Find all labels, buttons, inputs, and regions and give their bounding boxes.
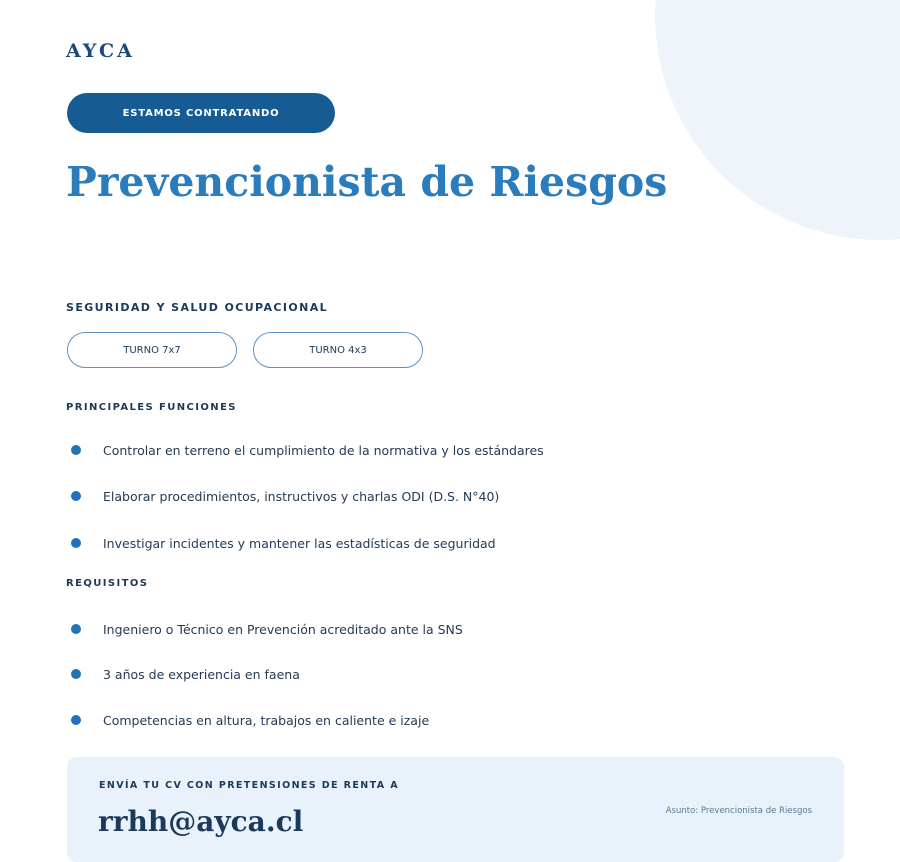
shift-pill-4x3: TURNO 4x3 bbox=[253, 332, 423, 368]
list-item bbox=[71, 619, 463, 639]
requirement-text: 3 años de experiencia en faena bbox=[103, 666, 300, 682]
decorative-circle bbox=[655, 0, 900, 240]
shift-pill-7x7: TURNO 7x7 bbox=[67, 332, 237, 368]
bullet-icon bbox=[71, 445, 81, 455]
requirement-text: Ingeniero o Técnico en Prevención acreditado ante la SNS bbox=[103, 621, 463, 637]
job-title: Prevencionista de Riesgos bbox=[66, 158, 668, 206]
list-item bbox=[71, 664, 300, 684]
list-item bbox=[71, 486, 499, 506]
brand-logo: AYCA bbox=[66, 40, 135, 62]
list-item bbox=[71, 710, 429, 730]
functions-heading: PRINCIPALES FUNCIONES bbox=[66, 402, 237, 413]
function-text: Investigar incidentes y mantener las estadísticas de seguridad bbox=[103, 535, 496, 551]
bullet-icon bbox=[71, 715, 81, 725]
requirement-text: Competencias en altura, trabajos en caliente e izaje bbox=[103, 712, 430, 728]
list-item bbox=[71, 533, 496, 553]
function-text: Controlar en terreno el cumplimiento de la normativa y los estándares bbox=[103, 442, 544, 458]
area-label: SEGURIDAD Y SALUD OCUPACIONAL bbox=[66, 301, 329, 314]
apply-subject: Asunto: Prevencionista de Riesgos bbox=[665, 806, 812, 816]
list-item bbox=[71, 440, 544, 460]
bullet-icon bbox=[71, 538, 81, 548]
function-text: Elaborar procedimientos, instructivos y charlas ODI (D.S. N°40) bbox=[103, 488, 500, 504]
apply-email: rrhh@ayca.cl bbox=[98, 805, 304, 838]
bullet-icon bbox=[71, 624, 81, 634]
hiring-badge: ESTAMOS CONTRATANDO bbox=[67, 93, 335, 133]
apply-panel bbox=[67, 757, 844, 862]
bullet-icon bbox=[71, 491, 81, 501]
requirements-heading: REQUISITOS bbox=[66, 578, 149, 589]
apply-label: ENVÍA TU CV CON PRETENSIONES DE RENTA A bbox=[99, 780, 399, 791]
bullet-icon bbox=[71, 669, 81, 679]
